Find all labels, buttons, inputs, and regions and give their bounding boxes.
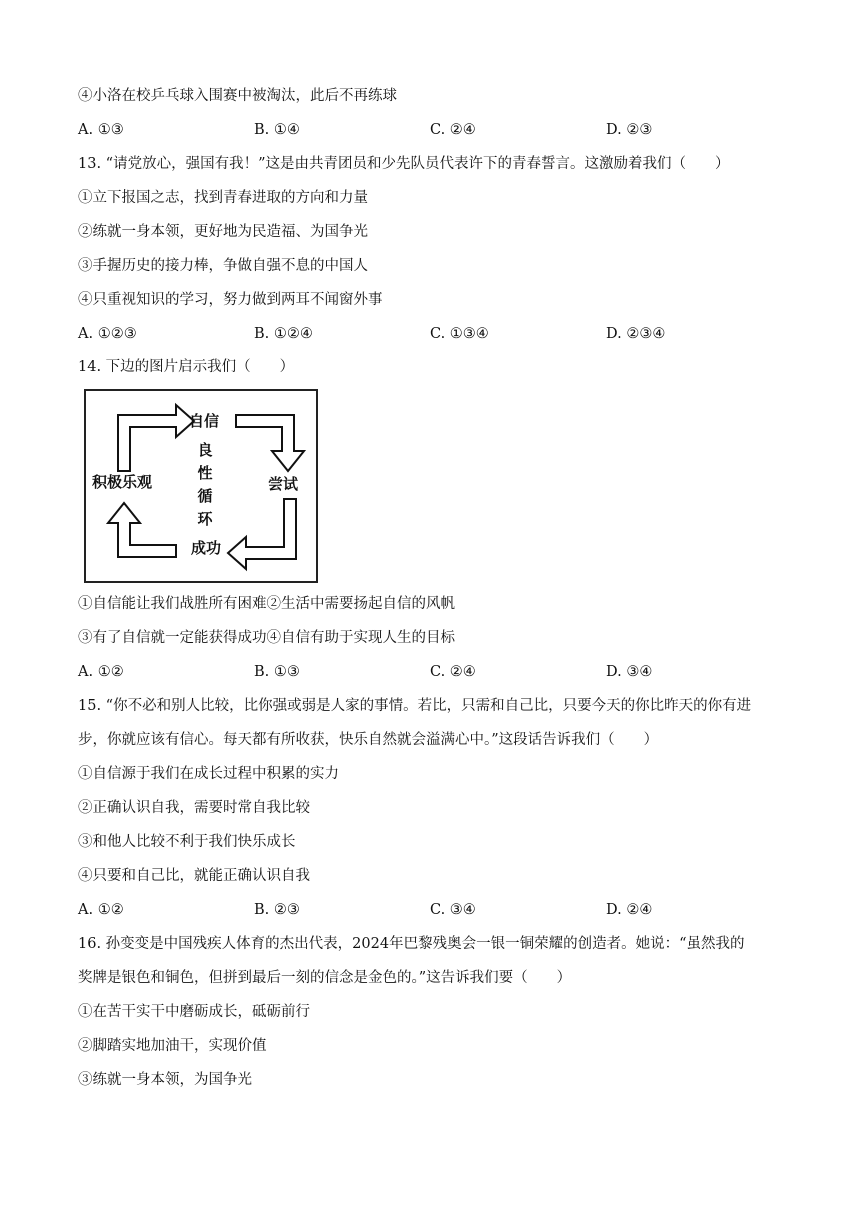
cycle-diagram bbox=[84, 389, 318, 583]
cycle-char-2: 性 bbox=[197, 464, 213, 482]
q15-options bbox=[78, 900, 798, 920]
q13-item-3: ③手握历史的接力棒，争做自强不息的中国人 bbox=[78, 258, 368, 274]
q16-item-1: ①在苦干实干中磨砺成长，砥砺前行 bbox=[78, 1004, 310, 1020]
q12-option-d: D. ②③ bbox=[606, 122, 653, 138]
q16-stem-line-2: 奖牌是银色和铜色，但拼到最后一刻的信念是金色的。”这告诉我们要（ ） bbox=[78, 970, 572, 986]
cycle-char-3: 循 bbox=[197, 487, 213, 505]
q13-stem: 13. “请党放心，强国有我！”这是由共青团员和少先队员代表许下的青春誓言。这激励着我们（ ） bbox=[78, 156, 730, 172]
q12-option-a: A. ①③ bbox=[78, 122, 124, 138]
q13-item-1: ①立下报国之志，找到青春进取的方向和力量 bbox=[78, 190, 368, 206]
q13-option-b: B. ①②④ bbox=[254, 326, 313, 342]
q14-option-b: B. ①③ bbox=[254, 664, 300, 680]
arrow-to-optimism bbox=[108, 503, 176, 557]
label-attempt: 尝试 bbox=[268, 475, 299, 493]
q15-option-a: A. ①② bbox=[78, 902, 124, 918]
q14-options bbox=[78, 662, 798, 682]
q14-item-1-2: ①自信能让我们战胜所有困难②生活中需要扬起自信的风帆 bbox=[78, 596, 455, 612]
q15-item-1: ①自信源于我们在成长过程中积累的实力 bbox=[78, 766, 339, 782]
cycle-char-4: 环 bbox=[197, 510, 213, 528]
q13-options bbox=[78, 324, 798, 344]
q12-option-b: B. ①④ bbox=[254, 122, 300, 138]
q14-option-c: C. ②④ bbox=[430, 664, 476, 680]
q16-stem-line-1: 16. 孙变变是中国残疾人体育的杰出代表，2024年巴黎残奥会一银一铜荣耀的创造者。她说：“虽然我的 bbox=[78, 936, 745, 952]
label-success: 成功 bbox=[191, 539, 222, 557]
q15-stem-line-2: 步，你就应该有信心。每天都有所收获，快乐自然就会溢满心中。”这段话告诉我们（ ） bbox=[78, 732, 659, 748]
arrow-to-success bbox=[228, 499, 296, 569]
q15-option-b: B. ②③ bbox=[254, 902, 300, 918]
label-confidence: 自信 bbox=[189, 412, 220, 430]
q13-option-c: C. ①③④ bbox=[430, 326, 489, 342]
q15-item-2: ②正确认识自我，需要时常自我比较 bbox=[78, 800, 310, 816]
label-optimism: 积极乐观 bbox=[92, 473, 153, 491]
arrow-to-confidence bbox=[118, 405, 194, 471]
q14-option-a: A. ①② bbox=[78, 664, 124, 680]
q12-item-4: ④小洛在校乒乓球入围赛中被淘汰，此后不再练球 bbox=[78, 88, 397, 104]
arrow-to-attempt bbox=[236, 415, 304, 471]
cycle-char-1: 良 bbox=[197, 441, 213, 459]
q14-option-d: D. ③④ bbox=[606, 664, 653, 680]
q13-item-4: ④只重视知识的学习，努力做到两耳不闻窗外事 bbox=[78, 292, 383, 308]
q13-option-d: D. ②③④ bbox=[606, 326, 666, 342]
q15-item-4: ④只要和自己比，就能正确认识自我 bbox=[78, 868, 310, 884]
q12-options bbox=[78, 120, 798, 140]
q14-stem: 14. 下边的图片启示我们（ ） bbox=[78, 359, 295, 375]
q13-option-a: A. ①②③ bbox=[78, 326, 137, 342]
q15-option-d: D. ②④ bbox=[606, 902, 653, 918]
q15-item-3: ③和他人比较不利于我们快乐成长 bbox=[78, 834, 296, 850]
q15-stem-line-1: 15. “你不必和别人比较，比你强或弱是人家的事情。若比，只需和自己比，只要今天的你比昨天的你有进 bbox=[78, 698, 752, 714]
q16-item-3: ③练就一身本领，为国争光 bbox=[78, 1072, 252, 1088]
q14-item-3-4: ③有了自信就一定能获得成功④自信有助于实现人生的目标 bbox=[78, 630, 455, 646]
q15-option-c: C. ③④ bbox=[430, 902, 476, 918]
q16-item-2: ②脚踏实地加油干，实现价值 bbox=[78, 1038, 267, 1054]
label-virtuous-cycle bbox=[196, 439, 214, 531]
q13-item-2: ②练就一身本领，更好地为民造福、为国争光 bbox=[78, 224, 368, 240]
q12-option-c: C. ②④ bbox=[430, 122, 476, 138]
